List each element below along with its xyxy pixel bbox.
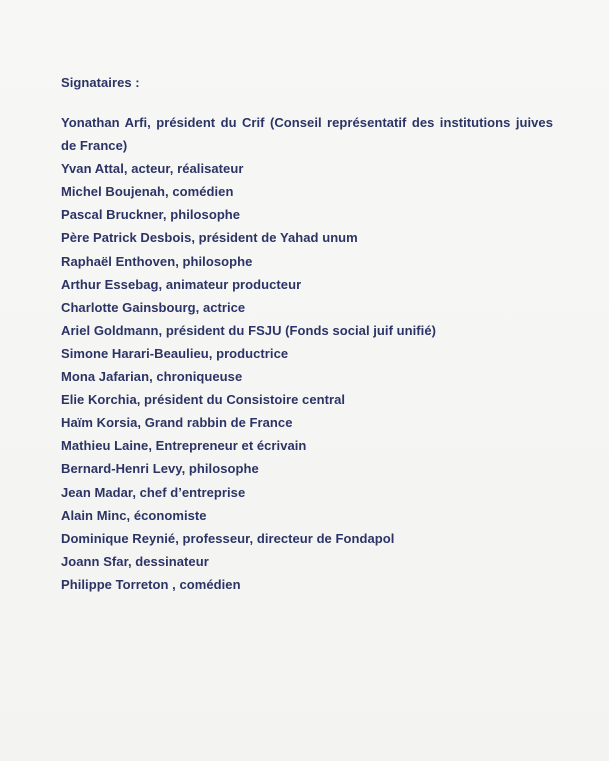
signatory-item: Joann Sfar, dessinateur [61, 553, 209, 569]
signatory-item: Père Patrick Desbois, président de Yahad unum [61, 230, 358, 246]
signatory-item: Haïm Korsia, Grand rabbin de France [61, 415, 293, 431]
signatories-list [61, 111, 553, 596]
signatories-section [61, 74, 553, 596]
signatory-item: Jean Madar, chef d’entreprise [61, 484, 246, 500]
signatory-item: Ariel Goldmann, président du FSJU (Fonds social juif unifié) [61, 322, 436, 338]
signatory-item: Yvan Attal, acteur, réalisateur [61, 161, 244, 177]
signatory-item: Bernard-Henri Levy, philosophe [61, 461, 259, 477]
signatory-item: Mona Jafarian, chroniqueuse [61, 369, 243, 385]
signatory-item: Alain Minc, économiste [61, 507, 207, 523]
signatory-item: Dominique Reynié, professeur, directeur de Fondapol [61, 530, 395, 546]
signatory-item: Michel Boujenah, comédien [61, 184, 234, 200]
signatory-item: Elie Korchia, président du Consistoire central [61, 392, 346, 408]
signatory-item: Arthur Essebag, animateur producteur [61, 276, 302, 292]
signatory-item: Yonathan Arfi, président du Crif (Conseil représentatif des institutions juives de France) [61, 115, 553, 154]
signatories-heading: Signataires : [61, 75, 140, 90]
signatory-item: Simone Harari-Beaulieu, productrice [61, 345, 289, 361]
signatory-item: Raphaël Enthoven, philosophe [61, 253, 253, 269]
signatory-item: Mathieu Laine, Entrepreneur et écrivain [61, 438, 307, 454]
signatory-item: Charlotte Gainsbourg, actrice [61, 299, 246, 315]
signatory-item: Pascal Bruckner, philosophe [61, 207, 241, 223]
signatory-item: Philippe Torreton , comédien [61, 576, 241, 592]
